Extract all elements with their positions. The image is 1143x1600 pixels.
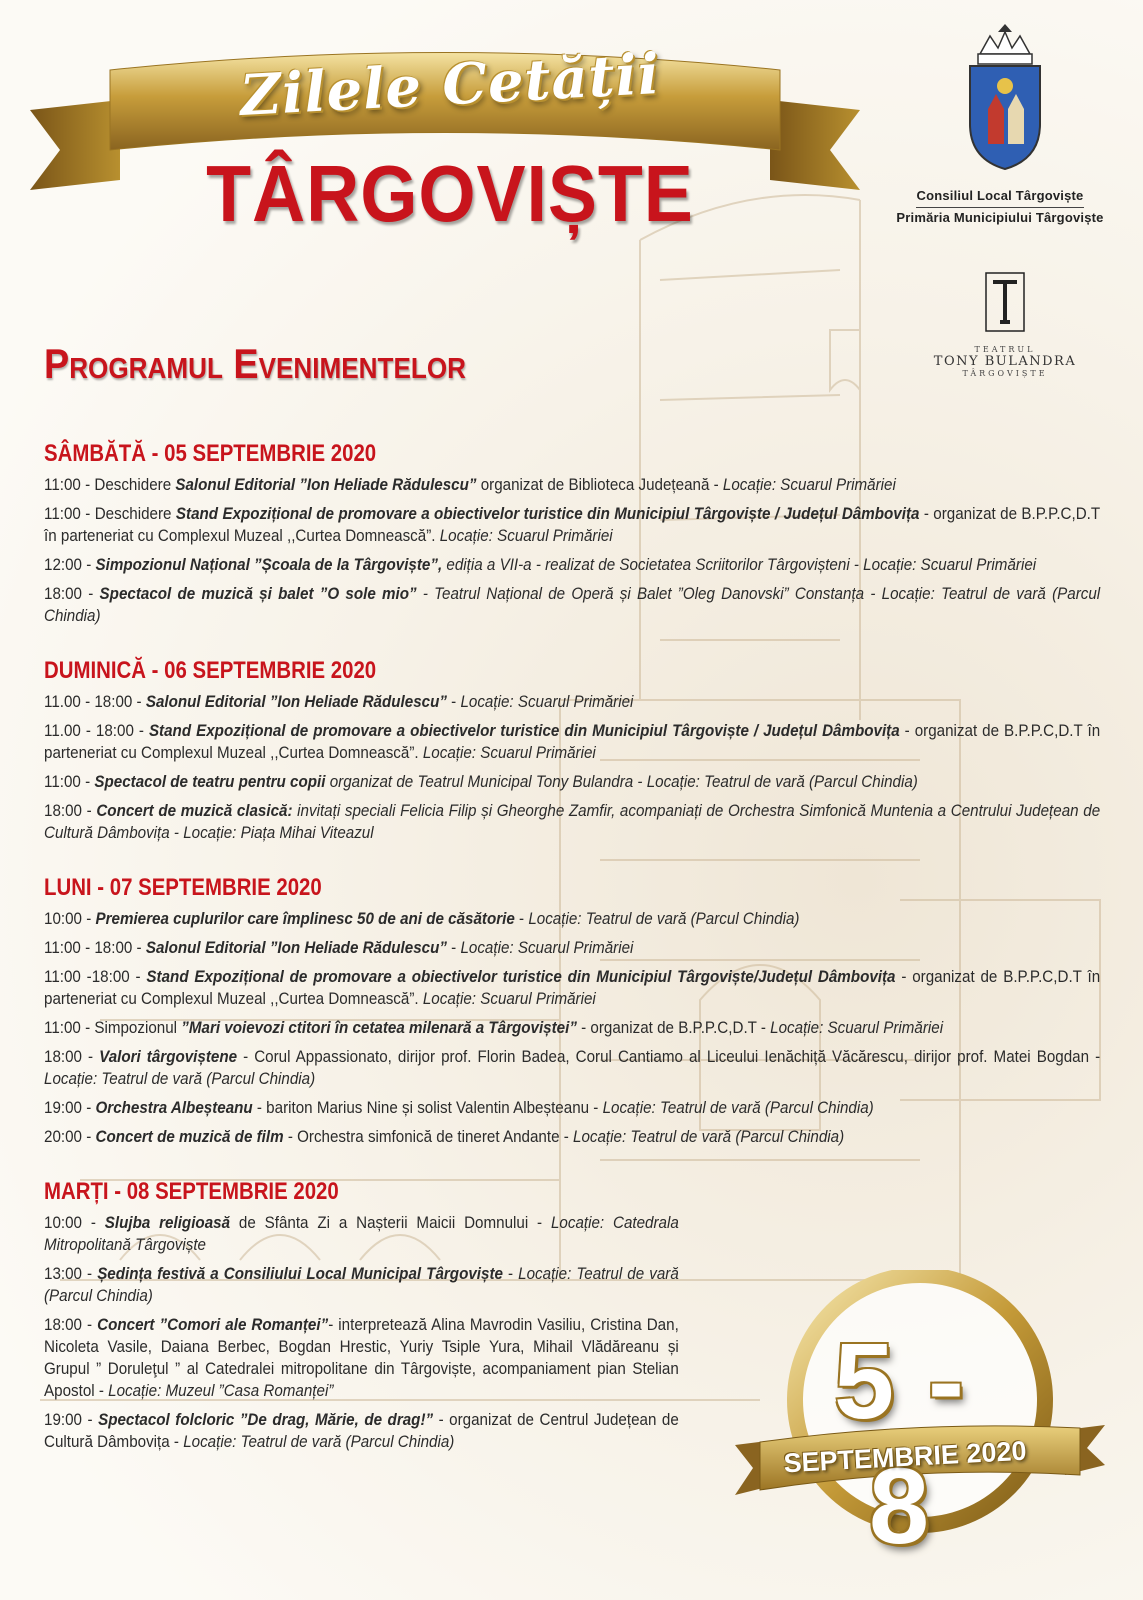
theatre-label: TEATRUL [974,345,1036,354]
festival-script-title: Zilele Cetății [238,41,662,129]
day-saturday [44,440,1100,627]
theatre-t-icon [985,272,1025,332]
event-item: 19:00 - Spectacol folcloric ”De drag, Mărie, de drag!” - organizat de Centrul Județean de Cultură Dâmbovița - Locație: Teatrul de vară (Parcul Chindia) [44,1411,679,1451]
city-hall-name: Primăria Municipiului Târgoviște [896,210,1104,225]
day-heading: LUNI - 07 SEPTEMBRIE 2020 [44,874,322,901]
day-sunday [44,657,1100,844]
event-item: 18:00 - Valori târgoviștene - Corul Appassionato, dirijor prof. Florin Badea, Corul Cantiamo al Liceului Ienăchiță Văcărescu, dirijor prof. Matei Bogdan - Locație: Teatrul de vară (Parcul Chindia) [44,1048,1101,1088]
event-item: 11:00 -18:00 - Stand Expozițional de promovare a obiectivelor turistice din Municipiul Târgoviște/Județul Dâmbovița - organizat de B.P.P.C,D.T în parteneriat cu Complexul Muzeal ,,Curtea Domnească”. Locație: Scuarul Primăriei [44,968,1101,1008]
council-name: Consiliul Local Târgoviște [916,186,1083,208]
event-item: 11:00 - Deschidere Salonul Editorial ”Ion Heliade Rădulescu” organizat de Biblioteca Județeană - Locație: Scuarul Primăriei [44,476,896,494]
day-heading: MARȚI - 08 SEPTEMBRIE 2020 [44,1178,339,1205]
event-item: 11:00 - 18:00 - Salonul Editorial ”Ion Heliade Rădulescu” - Locație: Scuarul Primăriei [44,939,634,957]
date-range-numbers: 5 - 8 [833,1320,967,1566]
event-item: 18:00 - Concert ”Comori ale Romanței”- interpretează Alina Mavrodin Vasiliu, Cristina Dan, Nicoleta Vasile, Daiana Berbec, Bogdan Hrestic, Yuriy Tsiple Yura, Mihail Vlădăreanu și Grupul ” Doruleţul ” al Catedralei mitropolitane din Târgoviște, acompaniament pian Stelian Apostol - Locație: Muzeul ”Casa Romanței” [44,1316,679,1400]
day-heading: SÂMBĂTĂ - 05 SEPTEMBRIE 2020 [44,440,377,467]
event-item: 19:00 - Orchestra Albeșteanu - bariton Marius Nine și solist Valentin Albeșteanu - Locație: Teatrul de vară (Parcul Chindia) [44,1099,874,1117]
city-title: TÂRGOVIȘTE [206,149,694,238]
event-item: 10:00 - Slujba religioasă de Sfânta Zi a Nașterii Maicii Domnului - Locație: Catedrala Mitropolitană Târgoviște [44,1214,679,1254]
event-item: 11.00 - 18:00 - Salonul Editorial ”Ion Heliade Rădulescu” - Locație: Scuarul Primăriei [44,693,634,711]
date-range-month: SEPTEMBRIE 2020 [782,1435,1028,1479]
event-item: 10:00 - Premierea cuplurilor care împlinesc 50 de ani de căsătorie - Locație: Teatrul de vară (Parcul Chindia) [44,910,800,928]
theatre-name: TONY BULANDRA [933,354,1077,369]
event-item: 13:00 - Ședința festivă a Consiliului Local Municipal Târgoviște - Locație: Teatrul de vară (Parcul Chindia) [44,1265,679,1305]
event-item: 11.00 - 18:00 - Stand Expozițional de promovare a obiectivelor turistice din Municipiul Târgoviște / Județul Dâmbovița - organizat de B.P.P.C,D.T în parteneriat cu Complexul Muzeal ,,Curtea Domnească”. Locație: Scuarul Primăriei [44,722,1101,762]
event-item: 20:00 - Concert de muzică de film - Orchestra simfonică de tineret Andante - Locație: Teatrul de vară (Parcul Chindia) [44,1128,845,1146]
event-item: 12:00 - Simpozionul Național ”Școala de la Târgoviște”, ediția a VII-a - realizat de Societatea Scriitorilor Târgovișteni - Locație: Scuarul Primăriei [44,556,1037,574]
event-item: 11:00 - Spectacol de teatru pentru copii organizat de Teatrul Municipal Tony Bulandra - Locație: Teatrul de vară (Parcul Chindia) [44,773,918,791]
coat-of-arms-icon [960,24,1050,174]
theatre-city: TÂRGOVIȘTE [962,369,1048,378]
program-title: Programul Evenimentelor [44,340,466,387]
event-item: 18:00 - Spectacol de muzică și balet ”O sole mio” - Teatrul Național de Operă și Balet ”Oleg Danovski” Constanța - Locație: Teatrul de vară (Parcul Chindia) [44,585,1101,625]
day-heading: DUMINICĂ - 06 SEPTEMBRIE 2020 [44,657,377,684]
theatre-logo [930,272,1080,378]
event-item: 11:00 - Deschidere Stand Expozițional de promovare a obiectivelor turistice din Municipiul Târgoviște / Județul Dâmbovița - organizat de B.P.P.C,D.T în parteneriat cu Complexul Muzeal ,,Curtea Domnească”. Locație: Scuarul Primăriei [44,505,1101,545]
council-credits [870,186,1130,227]
event-item: 11:00 - Simpozionul ”Mari voievozi ctitori în cetatea milenară a Târgoviștei” - organizat de B.P.P.C,D.T - Locație: Scuarul Primăriei [44,1019,944,1037]
event-item: 18:00 - Concert de muzică clasică: invitați speciali Felicia Filip și Gheorghe Zamfir, acompaniați de Orchestra Simfonică Muntenia a Centrului Județean de Cultură Dâmbovița - Locație: Piața Mihai Viteazul [44,802,1101,842]
day-monday [44,874,1100,1148]
